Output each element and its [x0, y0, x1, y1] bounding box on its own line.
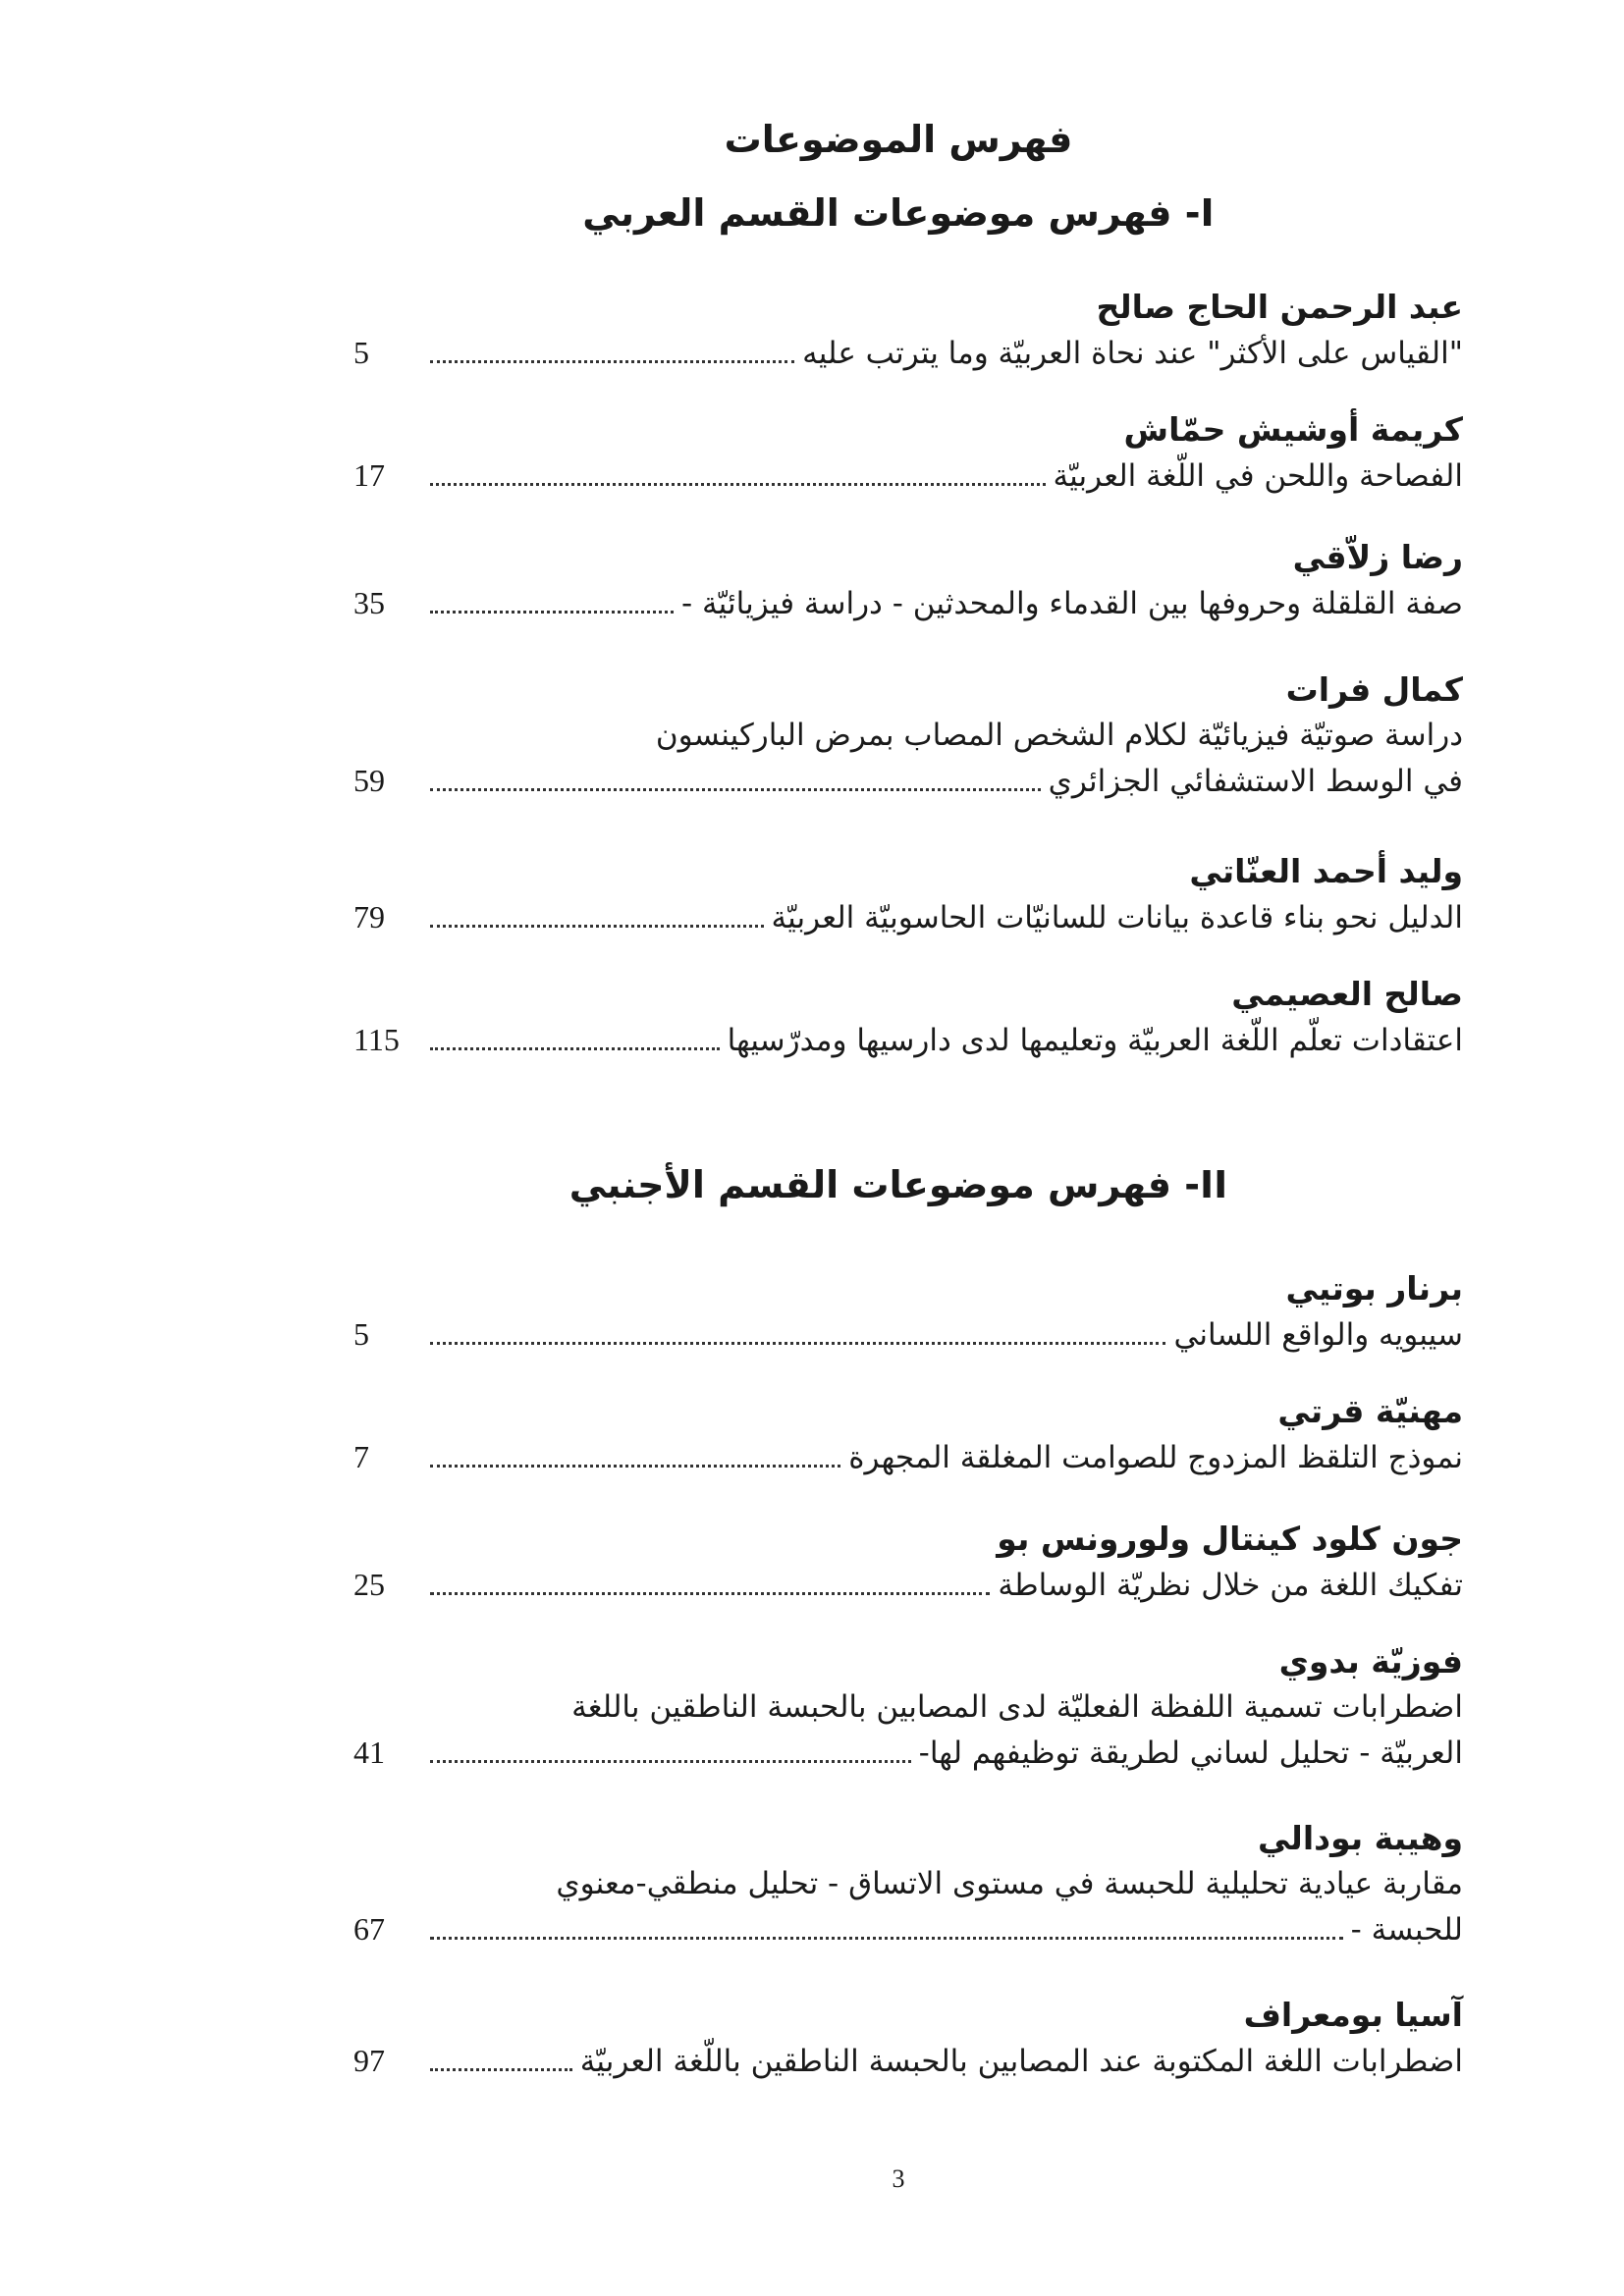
toc-entry [353, 1993, 1463, 2084]
entry-title: اضطرابات اللغة المكتوبة عند المصابين بالحبسة الناطقين باللّغة العربيّة [579, 2044, 1463, 2079]
arabic-section-title: I- فهرس موضوعات القسم العربي [582, 191, 1215, 235]
entry-author: برنار بوتيي [1285, 1269, 1463, 1308]
entry-title: للحبسة - [1350, 1912, 1463, 1948]
entry-page-number: 97 [353, 2043, 385, 2078]
dot-leader [430, 483, 1046, 486]
entry-author: مهنيّة قرتي [1277, 1392, 1463, 1430]
toc-entry [353, 1816, 1463, 1952]
toc-entry [353, 1517, 1463, 1608]
entry-title: في الوسط الاستشفائي الجزائري [1048, 764, 1463, 799]
page-title: فهرس الموضوعات [724, 118, 1073, 161]
entry-author: فوزيّة بدوي [1278, 1642, 1463, 1681]
toc-entry [353, 285, 1463, 376]
toc-row [353, 330, 1463, 376]
entry-author: عبد الرحمن الحاج صالح [1096, 288, 1463, 326]
entry-title: العربيّة - تحليل لساني لطريقة توظيفهم لها- [918, 1735, 1463, 1771]
entry-author: رضا زلاّقي [1292, 538, 1463, 576]
toc-row [353, 1434, 1463, 1480]
entry-page-number: 35 [353, 585, 385, 620]
entry-page-number: 59 [353, 763, 385, 798]
toc-row [353, 894, 1463, 940]
entry-page-number: 115 [353, 1022, 400, 1057]
entry-author: صالح العصيمي [1231, 975, 1463, 1013]
entry-author: آسيا بومعراف [1243, 1996, 1463, 2034]
toc-entry [353, 1266, 1463, 1358]
entry-page-number: 7 [353, 1439, 369, 1474]
entry-page-number: 5 [353, 1316, 369, 1352]
toc-row [353, 2038, 1463, 2084]
dot-leader [430, 2068, 572, 2071]
dot-leader [430, 788, 1041, 791]
dot-leader [430, 1047, 720, 1050]
entry-author: كريمة أوشيش حمّاش [1123, 410, 1463, 449]
entry-author: كمال فرات [1285, 670, 1463, 709]
page-footer-number: 3 [892, 2164, 905, 2193]
toc-row [353, 580, 1463, 626]
entry-title-line: مقاربة عيادية تحليلية للحبسة في مستوى الاتساق - تحليل منطقي-معنوي [556, 1866, 1463, 1901]
toc-row [353, 1017, 1463, 1063]
entry-page-number: 41 [353, 1735, 385, 1770]
entry-author: جون كلود كينتال ولورونس بو [997, 1520, 1463, 1558]
entry-title: الفصاحة واللحن في اللّغة العربيّة [1053, 458, 1463, 494]
entry-title-line: اضطرابات تسمية اللفظة الفعليّة لدى المصابين بالحبسة الناطقين باللغة [571, 1689, 1463, 1725]
toc-row [353, 1730, 1463, 1776]
entry-title: "القياس على الأكثر" عند نحاة العربيّة وما يترتب عليه [802, 336, 1463, 371]
dot-leader [430, 360, 794, 363]
entry-page-number: 67 [353, 1911, 385, 1947]
entry-page-number: 5 [353, 335, 369, 370]
dot-leader [430, 1592, 990, 1595]
toc-row [353, 1906, 1463, 1952]
entry-title: صفة القلقلة وحروفها بين القدماء والمحدثين - دراسة فيزيائيّة - [681, 586, 1463, 621]
entry-title: اعتقادات تعلّم اللّغة العربيّة وتعليمها لدى دارسيها ومدرّسيها [727, 1023, 1463, 1058]
toc-entry [353, 972, 1463, 1063]
toc-entry [353, 667, 1463, 804]
dot-leader [430, 1342, 1165, 1345]
foreign-section-title: II- فهرس موضوعات القسم الأجنبي [568, 1163, 1228, 1206]
dot-leader [430, 1760, 911, 1763]
entry-title: سيبويه والواقع اللساني [1173, 1317, 1463, 1353]
entry-author: وليد أحمد العنّاتي [1189, 852, 1463, 890]
toc-entry [353, 1639, 1463, 1776]
entry-title: نموذج التلقظ المزدوج للصوامت المغلقة المجهرة [848, 1440, 1463, 1475]
entry-page-number: 17 [353, 457, 385, 493]
toc-entry [353, 1389, 1463, 1480]
entry-author: وهيبة بودالي [1258, 1819, 1463, 1857]
entry-page-number: 79 [353, 899, 385, 934]
entry-title: الدليل نحو بناء قاعدة بيانات للسانيّات الحاسوبيّة العربيّة [771, 900, 1463, 935]
dot-leader [430, 1937, 1343, 1940]
toc-entry [353, 535, 1463, 626]
toc-entry [353, 407, 1463, 499]
dot-leader [430, 925, 764, 928]
entry-title-line: دراسة صوتيّة فيزيائيّة لكلام الشخص المصاب بمرض الباركينسون [655, 718, 1463, 753]
dot-leader [430, 611, 674, 614]
dot-leader [430, 1465, 840, 1468]
toc-row [353, 758, 1463, 804]
toc-row [353, 1562, 1463, 1608]
toc-row [353, 453, 1463, 499]
entry-title: تفكيك اللغة من خلال نظريّة الوساطة [998, 1568, 1463, 1603]
toc-row [353, 1311, 1463, 1358]
entry-page-number: 25 [353, 1567, 385, 1602]
toc-entry [353, 849, 1463, 940]
